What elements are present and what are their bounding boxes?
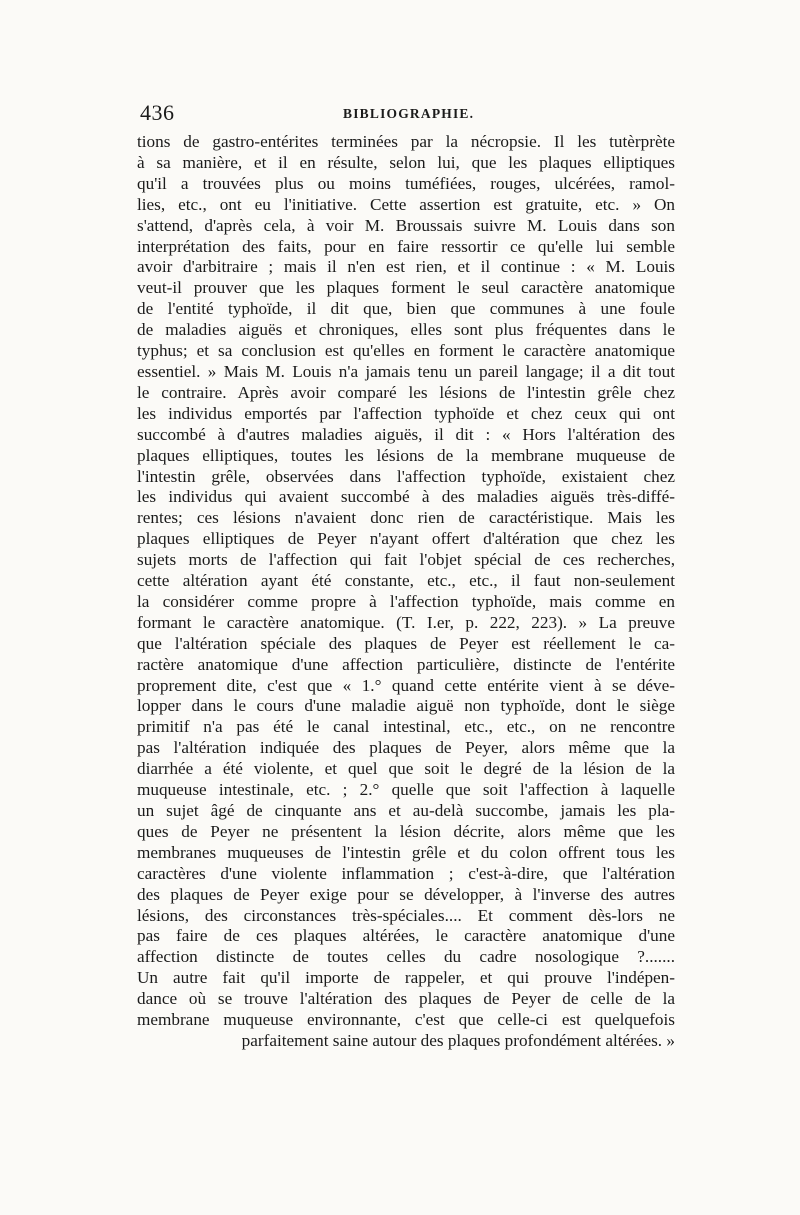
text-line: les individus qui avaient succombé à des maladies aiguës très-diffé- xyxy=(137,487,675,507)
text-line: muqueuse intestinale, etc. ; 2.° quelle que soit l'affection à laquelle xyxy=(137,780,675,800)
text-line: sujets morts de l'affection qui fait l'objet spécial de ces recherches, xyxy=(137,550,675,570)
text-line: lésions, des circonstances très-spéciales.... Et comment dès-lors ne xyxy=(137,905,675,925)
text-line: des plaques de Peyer exige pour se développer, à l'inverse des autres xyxy=(137,884,675,904)
page-number: 436 xyxy=(140,100,175,125)
text-line: que l'altération spéciale des plaques de Peyer est réellement le ca- xyxy=(137,633,675,653)
text-line: interprétation des faits, pour en faire ressortir ce qu'elle lui semble xyxy=(137,236,675,256)
text-line: rentes; ces lésions n'avaient donc rien de caractéristique. Mais les xyxy=(137,508,675,528)
text-line: tions de gastro-entérites terminées par la nécropsie. Il les tutèrprète xyxy=(137,132,675,151)
text-line: de l'entité typhoïde, il dit que, bien que communes à une foule xyxy=(137,299,675,319)
text-line: plaques elliptiques, toutes les lésions de la membrane muqueuse de xyxy=(137,445,675,465)
text-line: ractère anatomique d'une affection particulière, distincte de l'entérite xyxy=(137,654,675,674)
text-line: l'intestin grêle, observées dans l'affection typhoïde, existaient chez xyxy=(137,466,675,486)
text-line: la considérer comme propre à l'affection typhoïde, mais comme en xyxy=(137,591,675,611)
text-line: à sa manière, et il en résulte, selon lui, que les plaques elliptiques xyxy=(137,152,675,172)
text-line: primitif n'a pas été le canal intestinal, etc., etc., on ne rencontre xyxy=(137,717,675,737)
text-line: lies, etc., ont eu l'initiative. Cette assertion est gratuite, etc. » On xyxy=(137,194,675,214)
text-line: proprement dite, c'est que « 1.° quand cette entérite vient à se déve- xyxy=(137,675,675,695)
text-line: membranes muqueuses de l'intestin grêle et du colon offrent tous les xyxy=(137,842,675,862)
text-line: pas faire de ces plaques altérées, le caractère anatomique d'une xyxy=(137,926,675,946)
text-line: s'attend, d'après cela, à voir M. Broussais suivre M. Louis dans son xyxy=(137,215,675,235)
text-line: les individus emportés par l'affection typhoïde et chez ceux qui ont xyxy=(137,403,675,423)
text-line: essentiel. » Mais M. Louis n'a jamais tenu un pareil langage; il a dit tout xyxy=(137,361,675,381)
text-line: un sujet âgé de cinquante ans et au-delà succombe, jamais les pla- xyxy=(137,801,675,820)
body-text xyxy=(137,132,675,1052)
text-line: membrane muqueuse environnante, c'est que celle-ci est quelquefois xyxy=(137,1010,675,1030)
text-line: dance où se trouve l'altération des plaques de Peyer de celle de la xyxy=(137,989,675,1009)
text-line: de maladies aiguës et chroniques, elles sont plus fréquentes dans le xyxy=(137,320,675,340)
text-line: ques de Peyer ne présentent la lésion décrite, alors même que les xyxy=(137,821,675,841)
text-line: parfaitement saine autour des plaques profondément altérées. » xyxy=(241,1030,675,1050)
text-line: pas l'altération indiquée des plaques de Peyer, alors même que la xyxy=(137,738,675,758)
page-header xyxy=(140,100,675,126)
text-line: succombé à d'autres maladies aiguës, il dit : « Hors l'altération des xyxy=(137,424,675,444)
text-line: typhus; et sa conclusion est qu'elles en forment le caractère anatomique xyxy=(137,341,675,361)
text-line: avoir d'arbitraire ; mais il n'en est rien, et il continue : « M. Louis xyxy=(137,257,675,277)
text-line: affection distincte de toutes celles du cadre nosologique ?....... xyxy=(137,947,675,967)
text-line: cette altération ayant été constante, etc., etc., il faut non-seulement xyxy=(137,571,675,591)
text-line: plaques elliptiques de Peyer n'ayant offert d'altération que chez les xyxy=(137,529,675,549)
text-line: le contraire. Après avoir comparé les lésions de l'intestin grêle chez xyxy=(137,382,675,402)
text-line: lopper dans le cours d'une maladie aiguë non typhoïde, dont le siège xyxy=(137,696,675,716)
text-line: qu'il a trouvées plus ou moins tuméfiées, rouges, ulcérées, ramol- xyxy=(137,173,675,193)
text-line: formant le caractère anatomique. (T. I.er, p. 222, 223). » La preuve xyxy=(137,612,675,632)
text-line: veut-il prouver que les plaques forment le seul caractère anatomique xyxy=(137,278,675,298)
running-head: BIBLIOGRAPHIE. xyxy=(343,106,475,121)
text-line: caractères d'une violente inflammation ; c'est-à-dire, que l'altération xyxy=(137,863,675,883)
text-line: Un autre fait qu'il importe de rappeler, et qui prouve l'indépen- xyxy=(137,968,675,988)
text-line: diarrhée a été violente, et quel que soit le degré de la lésion de la xyxy=(137,759,675,779)
